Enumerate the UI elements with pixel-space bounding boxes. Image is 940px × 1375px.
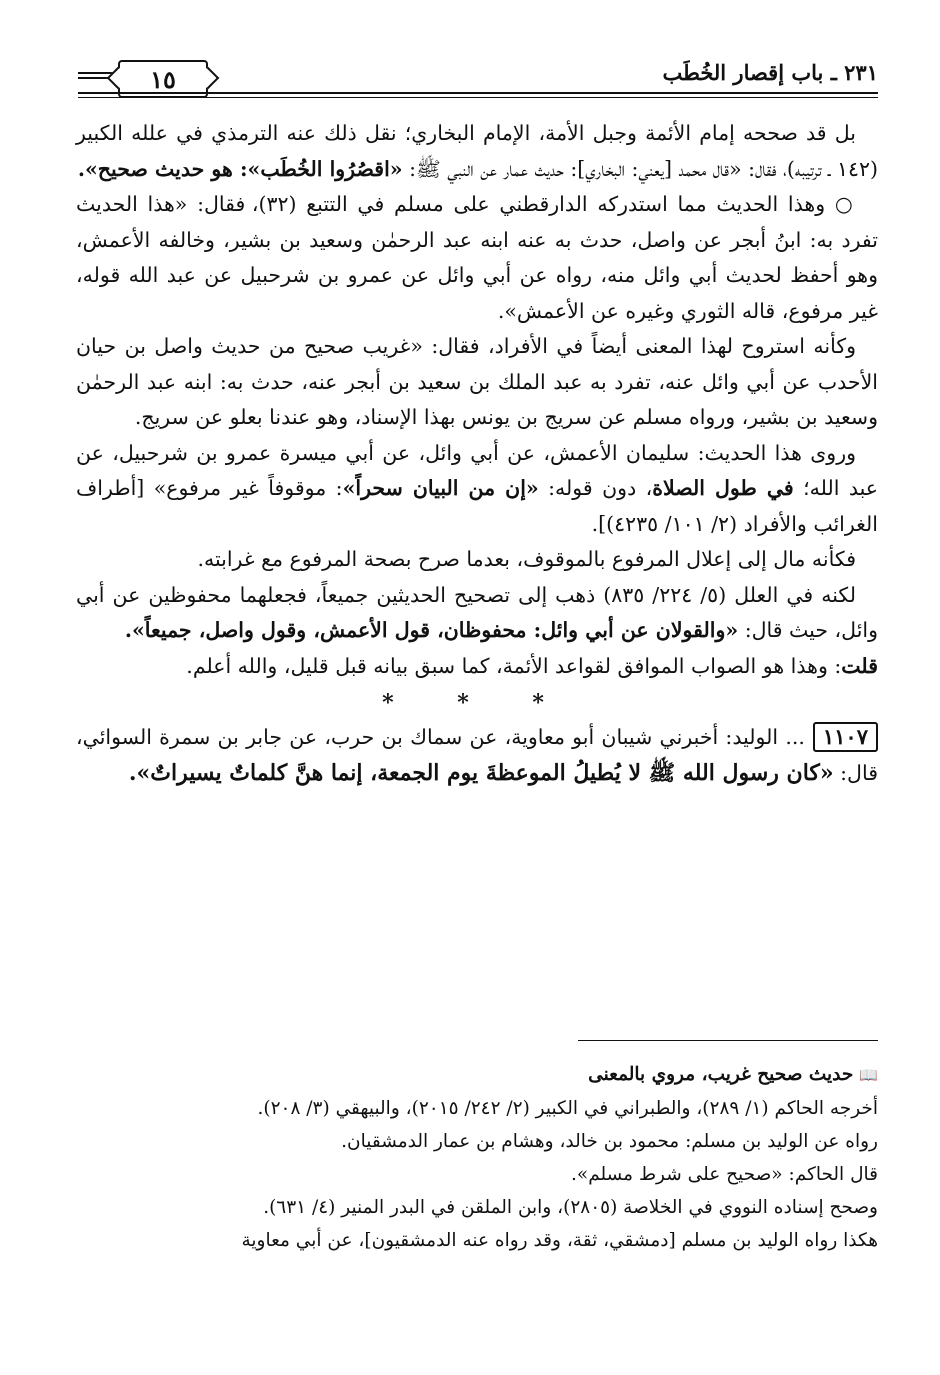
footnote-line: رواه عن الوليد بن مسلم: محمود بن خالد، وهشام بن عمار الدمشقيان. bbox=[341, 1131, 878, 1152]
hadith-quote: «إن من البيان سحراً» bbox=[342, 476, 539, 500]
paragraph bbox=[76, 649, 878, 685]
paragraph: ○ وهذا الحديث مما استدركه الدارقطني على مسلم في التتبع (٣٢)، فقال: «هذا الحديث تفرد به: ابنُ أبجر عن واصل، حدث به عنه ابنه عبد الرحمٰن وسعيد بن بشير، وخالفه الأعمش، وهو أحفظ لحديث أبي وائل منه، رواه عن أبي وائل عن عمرو بن شرحبيل عن عبد الله قوله، غير مرفوع، قاله الثوري وغيره عن الأعمش». bbox=[76, 192, 878, 323]
hadith-paragraph bbox=[76, 720, 878, 791]
note-label: قلت bbox=[841, 653, 878, 678]
footnote-line: أخرجه الحاكم (١/ ٢٨٩)، والطبراني في الكبير (٢/ ٢٤٢/ ٢٠١٥)، والبيهقي (٣/ ٢٠٨). bbox=[257, 1098, 878, 1119]
header-rule bbox=[78, 92, 878, 94]
footnotes bbox=[76, 1058, 878, 1257]
hadith-number-badge bbox=[813, 722, 878, 752]
header-rule bbox=[78, 97, 878, 98]
paragraph: وكأنه استروح لهذا المعنى أيضاً في الأفراد، فقال: «غريب صحيح من حديث واصل بن حيان الأحدب عن أبي وائل عنه، تفرد به عبد الملك بن سعيد بن أبجر عنه، حدث به: ابنه عبد الرحمٰن وسعيد بن بشير، ورواه مسلم عن سريج بن يونس بهذا الإسناد، وهو عندنا بعلو عن سريج. bbox=[76, 334, 878, 429]
paragraph-text: بل قد صححه إمام الأئمة وجبل الأمة، الإمام البخاري؛ نقل ذلك عنه الترمذي في علله الكبير (١٤٢ ـ ترتيبه)، فقال: «قال محمد [يعني: البخاري]: حديث عمار عن النبي ﷺ: bbox=[76, 121, 878, 181]
paragraph-text: : وهذا هو الصواب الموافق لقواعد الأئمة، كما سبق بيانه قبل قليل، والله أعلم. bbox=[186, 653, 842, 678]
footnote-separator bbox=[578, 1040, 878, 1041]
footnote-line: وصحح إسناده النووي في الخلاصة (٢٨٠٥)، وابن الملقن في البدر المنير (٤/ ٦٣١). bbox=[263, 1197, 878, 1218]
paragraph bbox=[76, 436, 878, 543]
page-number: ١٥ bbox=[150, 64, 176, 94]
hadith-quote: «اقصُرُوا الخُطَب»: هو حديث صحيح». bbox=[77, 156, 403, 181]
footnote-heading-text: حديث صحيح غريب، مروي بالمعنى bbox=[588, 1064, 854, 1085]
paragraph-text: لكنه في العلل (٥/ ٢٢٤/ ٨٣٥) ذهب إلى تصحيح الحديثين جميعاً، فجعلهما محفوظين عن أبي وائل، حيث قال: bbox=[76, 582, 878, 642]
footnote-line: هكذا رواه الوليد بن مسلم [دمشقي، ثقة، وقد رواه عنه الدمشقيون]، عن أبي معاوية bbox=[241, 1230, 878, 1251]
chapter-title: ٢٣١ ـ باب إقصار الخُطَب bbox=[662, 60, 878, 85]
hadith-quote: «والقولان عن أبي وائل: محفوظان، قول الأعمش، وقول واصل، جميعاً». bbox=[124, 618, 739, 642]
hadith-number: ١١٠٧ bbox=[822, 724, 868, 749]
hadith-chain: ... الوليد: أخبرني شيبان أبو معاوية، عن سماك بن حرب، عن جابر بن سمرة السوائي، قال: bbox=[76, 725, 878, 785]
footnote-heading bbox=[76, 1058, 878, 1092]
paragraph-text: وروى هذا الحديث: سليمان الأعمش، عن أبي وائل، عن أبي ميسرة عمرو بن شرحبيل، عن عبد الله؛ bbox=[76, 440, 879, 500]
paragraph: فكأنه مال إلى إعلال المرفوع بالموقوف، بعدما صرح بصحة المرفوع مع غرابته. bbox=[197, 547, 856, 571]
paragraph-text: ، دون قوله: bbox=[538, 476, 653, 500]
main-text bbox=[76, 116, 878, 791]
paragraph bbox=[76, 116, 878, 187]
book-icon: 📖 bbox=[859, 1066, 878, 1084]
hadith-text: «كان رسول الله ﷺ لا يُطيلُ الموعظةَ يوم الجمعة، إنما هنَّ كلماتٌ يسيراتٌ». bbox=[128, 759, 834, 786]
header-ornament-line bbox=[78, 72, 114, 74]
footnote-line: قال الحاكم: «صحيح على شرط مسلم». bbox=[571, 1164, 878, 1185]
paragraph-text: : موقوفاً غير مرفوع» [أطراف الغرائب والأفراد (٢/ ١٠١/ ٤٢٣٥)]. bbox=[76, 476, 878, 536]
bold-phrase: في طول الصلاة bbox=[652, 476, 794, 500]
paragraph bbox=[76, 578, 878, 649]
section-separator: * * * bbox=[382, 690, 572, 716]
page-header bbox=[78, 50, 878, 102]
